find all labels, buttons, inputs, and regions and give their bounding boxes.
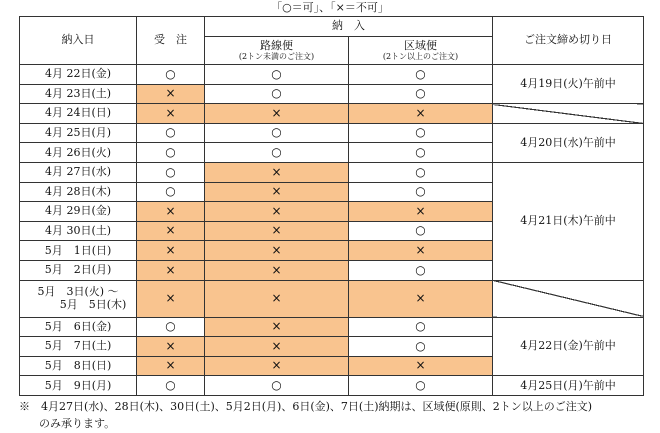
route-cell: [205, 84, 349, 104]
route-cell: [205, 162, 349, 182]
route-cell: [205, 260, 349, 280]
circle-mark: ○: [165, 125, 176, 140]
header-deadline: ご注文締め切り日: [493, 17, 644, 65]
order-deadline: 4月22日(金)午前中: [493, 317, 644, 376]
area-cell: [349, 260, 493, 280]
footnote-symbol: ※: [19, 400, 30, 413]
footnote-line2: のみ承ります。: [39, 417, 116, 430]
area-cell: [349, 356, 493, 376]
area-cell: [349, 84, 493, 104]
circle-mark: ○: [165, 184, 176, 199]
cross-mark: ×: [165, 243, 176, 258]
delivery-schedule-table: [19, 16, 644, 396]
delivery-date: 4月 25日(月): [20, 123, 137, 143]
area-cell: [349, 65, 493, 85]
header-order: 受 注: [137, 17, 205, 65]
delivery-date: 5月 1日(日): [20, 241, 137, 261]
order-cell: [137, 162, 205, 182]
cross-mark: ×: [415, 243, 426, 258]
area-cell: [349, 241, 493, 261]
cross-mark: ×: [271, 358, 282, 373]
order-cell: [137, 356, 205, 376]
circle-mark: ○: [415, 262, 426, 277]
footnote-text: 4月27日(水)、28日(木)、30日(土)、5月2日(月)、6日(金)、7日(土)納期は、区域便(原則、2トン以上のご注文): [41, 400, 593, 413]
cross-mark: ×: [271, 290, 282, 305]
order-cell: [137, 376, 205, 396]
circle-mark: ○: [415, 223, 426, 238]
circle-mark: ○: [415, 145, 426, 160]
header-route: [205, 37, 349, 65]
table-row: [20, 376, 644, 396]
cross-mark: ×: [271, 184, 282, 199]
table-row: [20, 162, 644, 182]
circle-mark: ○: [415, 86, 426, 101]
route-cell: [205, 123, 349, 143]
order-cell: [137, 65, 205, 85]
delivery-date: [20, 280, 137, 317]
area-cell: [349, 376, 493, 396]
area-cell: [349, 123, 493, 143]
order-deadline: 4月25日(月)午前中: [493, 376, 644, 396]
cross-mark: ×: [165, 290, 176, 305]
order-cell: [137, 202, 205, 222]
route-cell: [205, 356, 349, 376]
area-cell: [349, 182, 493, 202]
circle-mark: ○: [415, 125, 426, 140]
area-cell: [349, 337, 493, 357]
delivery-date: 4月 22日(金): [20, 65, 137, 85]
circle-mark: ○: [165, 145, 176, 160]
order-cell: [137, 221, 205, 241]
order-deadline: 4月21日(木)午前中: [493, 162, 644, 280]
table-row: [20, 317, 644, 337]
legend: 「○＝可」、「×＝不可」: [271, 1, 389, 14]
footnote: [19, 398, 651, 432]
delivery-date: 5月 9日(月): [20, 376, 137, 396]
area-cell: [349, 162, 493, 182]
cross-mark: ×: [165, 203, 176, 218]
circle-mark: ○: [165, 164, 176, 179]
cross-mark: ×: [271, 243, 282, 258]
delivery-date: 4月 23日(土): [20, 84, 137, 104]
delivery-date-line1: 5月 3日(火) ～: [37, 285, 119, 299]
area-cell: [349, 202, 493, 222]
header-date: 納入日: [20, 17, 137, 65]
order-cell: [137, 182, 205, 202]
cross-mark: ×: [165, 86, 176, 101]
cross-mark: ×: [415, 203, 426, 218]
area-cell: [349, 104, 493, 124]
cross-mark: ×: [271, 203, 282, 218]
route-cell: [205, 202, 349, 222]
cross-mark: ×: [271, 105, 282, 120]
order-cell: [137, 143, 205, 163]
header-delivery: 納 入: [205, 17, 493, 37]
route-cell: [205, 337, 349, 357]
delivery-date: 5月 7日(土): [20, 337, 137, 357]
cross-mark: ×: [415, 358, 426, 373]
circle-mark: ○: [271, 125, 282, 140]
footnote-line1: [19, 398, 651, 415]
cross-mark: ×: [415, 290, 426, 305]
no-deadline-cell: [493, 104, 644, 124]
route-cell: [205, 241, 349, 261]
circle-mark: ○: [271, 66, 282, 81]
delivery-date: 4月 24日(日): [20, 104, 137, 124]
circle-mark: ○: [271, 145, 282, 160]
circle-mark: ○: [415, 319, 426, 334]
order-deadline: 4月20日(水)午前中: [493, 123, 644, 162]
circle-mark: ○: [165, 378, 176, 393]
order-cell: [137, 104, 205, 124]
cross-mark: ×: [165, 223, 176, 238]
circle-mark: ○: [165, 319, 176, 334]
circle-mark: ○: [415, 164, 426, 179]
order-cell: [137, 241, 205, 261]
cross-mark: ×: [165, 338, 176, 353]
no-deadline-cell: [493, 280, 644, 317]
circle-mark: ○: [415, 66, 426, 81]
header-area: [349, 37, 493, 65]
order-cell: [137, 317, 205, 337]
order-cell: [137, 84, 205, 104]
cross-mark: ×: [165, 105, 176, 120]
delivery-date: 5月 8日(日): [20, 356, 137, 376]
circle-mark: ○: [415, 338, 426, 353]
area-cell: [349, 280, 493, 317]
circle-mark: ○: [165, 66, 176, 81]
cross-mark: ×: [415, 105, 426, 120]
delivery-date: 5月 2日(月): [20, 260, 137, 280]
table-row: [20, 280, 644, 317]
table-row: [20, 65, 644, 85]
circle-mark: ○: [415, 184, 426, 199]
order-cell: [137, 123, 205, 143]
delivery-date-line2: 5月 5日(木): [59, 297, 127, 311]
order-cell: [137, 337, 205, 357]
order-cell: [137, 260, 205, 280]
header-area-title: 区域便: [404, 38, 437, 52]
header-route-title: 路線便: [260, 38, 293, 52]
cross-mark: ×: [271, 164, 282, 179]
delivery-date: 4月 28日(木): [20, 182, 137, 202]
route-cell: [205, 65, 349, 85]
route-cell: [205, 317, 349, 337]
header-route-sub: (2トン未満のご注文): [238, 51, 315, 61]
delivery-date: 4月 29日(金): [20, 202, 137, 222]
order-cell: [137, 280, 205, 317]
circle-mark: ○: [271, 378, 282, 393]
cross-mark: ×: [271, 223, 282, 238]
cross-mark: ×: [271, 262, 282, 277]
route-cell: [205, 104, 349, 124]
route-cell: [205, 280, 349, 317]
table-row: [20, 123, 644, 143]
delivery-date: 5月 6日(金): [20, 317, 137, 337]
circle-mark: ○: [271, 86, 282, 101]
route-cell: [205, 182, 349, 202]
route-cell: [205, 143, 349, 163]
area-cell: [349, 221, 493, 241]
header-area-sub: (2トン以上のご注文): [382, 51, 459, 61]
table-row: [20, 104, 644, 124]
cross-mark: ×: [165, 262, 176, 277]
route-cell: [205, 376, 349, 396]
area-cell: [349, 143, 493, 163]
cross-mark: ×: [271, 338, 282, 353]
route-cell: [205, 221, 349, 241]
delivery-date: 4月 26日(火): [20, 143, 137, 163]
order-deadline: 4月19日(火)午前中: [493, 65, 644, 104]
circle-mark: ○: [415, 378, 426, 393]
area-cell: [349, 317, 493, 337]
cross-mark: ×: [165, 358, 176, 373]
delivery-date: 4月 27日(水): [20, 162, 137, 182]
cross-mark: ×: [271, 319, 282, 334]
delivery-date: 4月 30日(土): [20, 221, 137, 241]
